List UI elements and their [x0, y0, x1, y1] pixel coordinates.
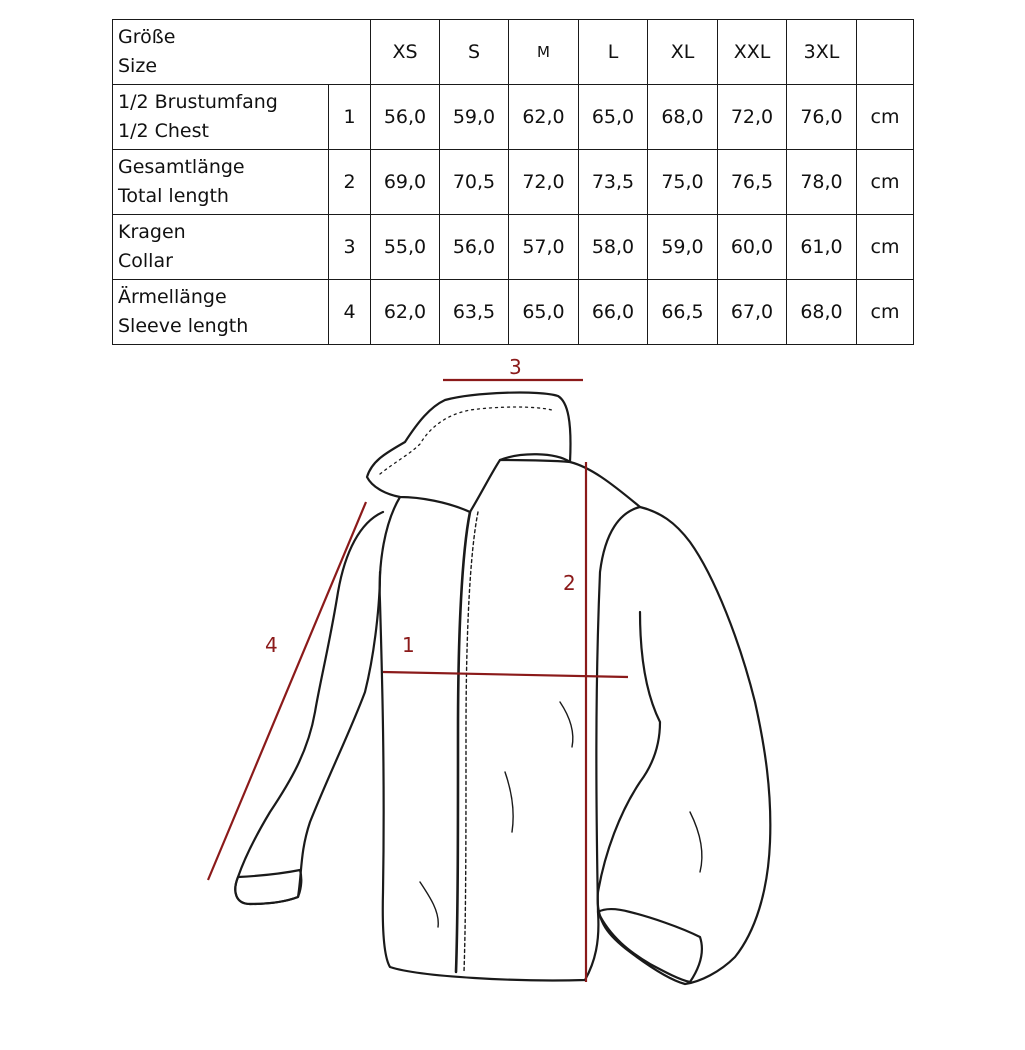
- table-cell: 72,0: [509, 150, 579, 215]
- zipper-line: [456, 512, 470, 972]
- unit-cell: cm: [857, 85, 914, 150]
- table-cell: 59,0: [440, 85, 509, 150]
- fold-line: [690, 812, 702, 872]
- row-label: [113, 215, 329, 280]
- table-cell: 58,0: [579, 215, 648, 280]
- table-cell: 56,0: [440, 215, 509, 280]
- table-cell: 57,0: [509, 215, 579, 280]
- row-label-de: Gesamtlänge: [118, 156, 245, 178]
- row-label-en: Total length: [118, 185, 229, 207]
- size-header-xxl: XXL: [718, 20, 787, 85]
- row-label-en: Sleeve length: [118, 315, 249, 337]
- table-cell: 65,0: [509, 280, 579, 345]
- length-label: 2: [563, 571, 576, 595]
- table-cell: 73,5: [579, 150, 648, 215]
- table-cell: 63,5: [440, 280, 509, 345]
- left-sleeve: [235, 512, 383, 904]
- size-header-s: S: [440, 20, 509, 85]
- table-cell: 65,0: [579, 85, 648, 150]
- jacket-outline: [235, 393, 770, 984]
- collar-label: 3: [509, 355, 522, 379]
- size-header-m: M: [509, 20, 579, 85]
- table-cell: 55,0: [371, 215, 440, 280]
- right-sleeve: [598, 507, 771, 984]
- table-cell: 72,0: [718, 85, 787, 150]
- table-cell: 68,0: [787, 280, 857, 345]
- table-cell: 56,0: [371, 85, 440, 150]
- collar-shape: [367, 393, 571, 512]
- fold-line: [420, 882, 438, 927]
- table-cell: 76,5: [718, 150, 787, 215]
- table-cell: 60,0: [718, 215, 787, 280]
- unit-cell: cm: [857, 215, 914, 280]
- sleeve-measure-line: [208, 502, 366, 880]
- row-label-en: 1/2 Chest: [118, 120, 209, 142]
- row-label-de: Ärmellänge: [118, 286, 227, 308]
- table-row-sleeve: [113, 280, 914, 345]
- unit-cell: cm: [857, 150, 914, 215]
- row-index: 4: [329, 280, 371, 345]
- left-cuff: [235, 870, 301, 904]
- unit-cell: cm: [857, 280, 914, 345]
- jacket-diagram: [0, 352, 1025, 1050]
- jacket-illustration: [0, 352, 1025, 1050]
- header-label-cell: [113, 20, 371, 85]
- row-index: 1: [329, 85, 371, 150]
- fold-line: [560, 702, 573, 747]
- table-row-chest: [113, 85, 914, 150]
- table-row-length: [113, 150, 914, 215]
- unit-header-empty: [857, 20, 914, 85]
- row-index: 2: [329, 150, 371, 215]
- size-header-xs: XS: [371, 20, 440, 85]
- table-cell: 59,0: [648, 215, 718, 280]
- row-label-de: 1/2 Brustumfang: [118, 91, 278, 113]
- size-header-xl: XL: [648, 20, 718, 85]
- chest-label: 1: [402, 633, 415, 657]
- size-header-3xl: 3XL: [787, 20, 857, 85]
- table-cell: 66,5: [648, 280, 718, 345]
- row-label: [113, 85, 329, 150]
- row-index: 3: [329, 215, 371, 280]
- table-cell: 68,0: [648, 85, 718, 150]
- row-label: [113, 150, 329, 215]
- fold-line: [505, 772, 513, 832]
- jacket-body: [380, 460, 640, 980]
- header-label-en: Size: [118, 55, 158, 77]
- table-cell: 62,0: [371, 280, 440, 345]
- table-cell: 67,0: [718, 280, 787, 345]
- table-row-collar: [113, 215, 914, 280]
- measurement-lines: [208, 380, 628, 982]
- table-cell: 75,0: [648, 150, 718, 215]
- table-cell: 61,0: [787, 215, 857, 280]
- table-cell: 62,0: [509, 85, 579, 150]
- chest-measure-line: [383, 672, 628, 677]
- table-cell: 66,0: [579, 280, 648, 345]
- row-label: [113, 280, 329, 345]
- right-cuff: [598, 909, 702, 982]
- table-cell: 76,0: [787, 85, 857, 150]
- header-label-de: Größe: [118, 26, 176, 48]
- size-chart-table: [112, 19, 914, 345]
- sleeve-label: 4: [265, 633, 278, 657]
- row-label-en: Collar: [118, 250, 173, 272]
- table-cell: 70,5: [440, 150, 509, 215]
- row-label-de: Kragen: [118, 221, 186, 243]
- zipper-teeth: [464, 512, 478, 972]
- header-row: [113, 20, 914, 85]
- table-cell: 69,0: [371, 150, 440, 215]
- table-cell: 78,0: [787, 150, 857, 215]
- size-header-l: L: [579, 20, 648, 85]
